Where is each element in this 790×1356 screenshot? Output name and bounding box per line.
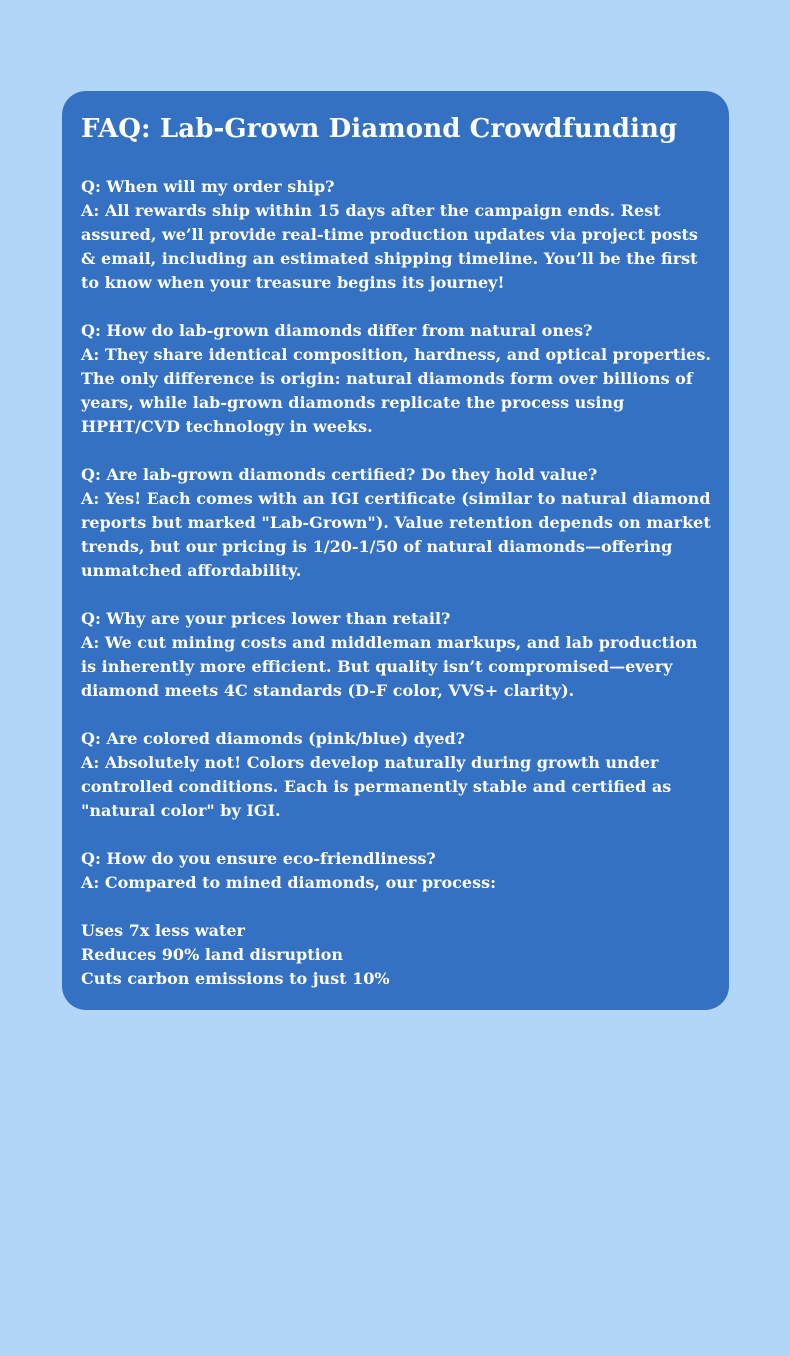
faq-question: Q: Are colored diamonds (pink/blue) dyed? bbox=[81, 729, 466, 748]
faq-question: Q: How do lab-grown diamonds differ from natural ones? bbox=[81, 321, 593, 340]
eco-benefit-item: Reduces 90% land disruption bbox=[81, 945, 343, 964]
faq-item-eco bbox=[81, 847, 711, 895]
faq-question: Q: How do you ensure eco-friendliness? bbox=[81, 849, 436, 868]
faq-item-difference bbox=[81, 319, 711, 439]
faq-answer: A: All rewards ship within 15 days after the campaign ends. Rest assured, we’ll provide real-time production updates via project posts & email, including an estimated shipping timeline. You’ll be the first to know when your treasure begins its journey! bbox=[81, 201, 698, 292]
faq-card bbox=[62, 91, 729, 1010]
faq-item-certification bbox=[81, 463, 711, 583]
faq-answer: A: Compared to mined diamonds, our process: bbox=[81, 873, 496, 892]
eco-benefit-item: Cuts carbon emissions to just 10% bbox=[81, 969, 390, 988]
faq-question: Q: When will my order ship? bbox=[81, 177, 335, 196]
faq-question: Q: Are lab-grown diamonds certified? Do they hold value? bbox=[81, 465, 598, 484]
faq-item-colored-diamonds bbox=[81, 727, 711, 823]
faq-answer: A: They share identical composition, hardness, and optical properties. The only difference is origin: natural diamonds form over billions of years, while lab-grown diamonds replicate the process using HPHT/CVD technology in weeks. bbox=[81, 345, 711, 436]
page-title: FAQ: Lab-Grown Diamond Crowdfunding bbox=[81, 114, 678, 144]
faq-question: Q: Why are your prices lower than retail? bbox=[81, 609, 451, 628]
faq-answer: A: Absolutely not! Colors develop naturally during growth under controlled conditions. Each is permanently stable and certified as "natural color" by IGI. bbox=[81, 753, 672, 820]
faq-answer: A: We cut mining costs and middleman markups, and lab production is inherently more efficient. But quality isn’t compromised—every diamond meets 4C standards (D-F color, VVS+ clarity). bbox=[81, 633, 698, 700]
eco-benefits-list bbox=[81, 919, 711, 991]
faq-item-shipping bbox=[81, 175, 711, 295]
faq-item-pricing bbox=[81, 607, 711, 703]
faq-answer: A: Yes! Each comes with an IGI certificate (similar to natural diamond reports but marked "Lab-Grown"). Value retention depends on market trends, but our pricing is 1/20-1/50 of natural diamonds—offering unmatched affordability. bbox=[81, 489, 711, 580]
eco-benefit-item: Uses 7x less water bbox=[81, 921, 245, 940]
